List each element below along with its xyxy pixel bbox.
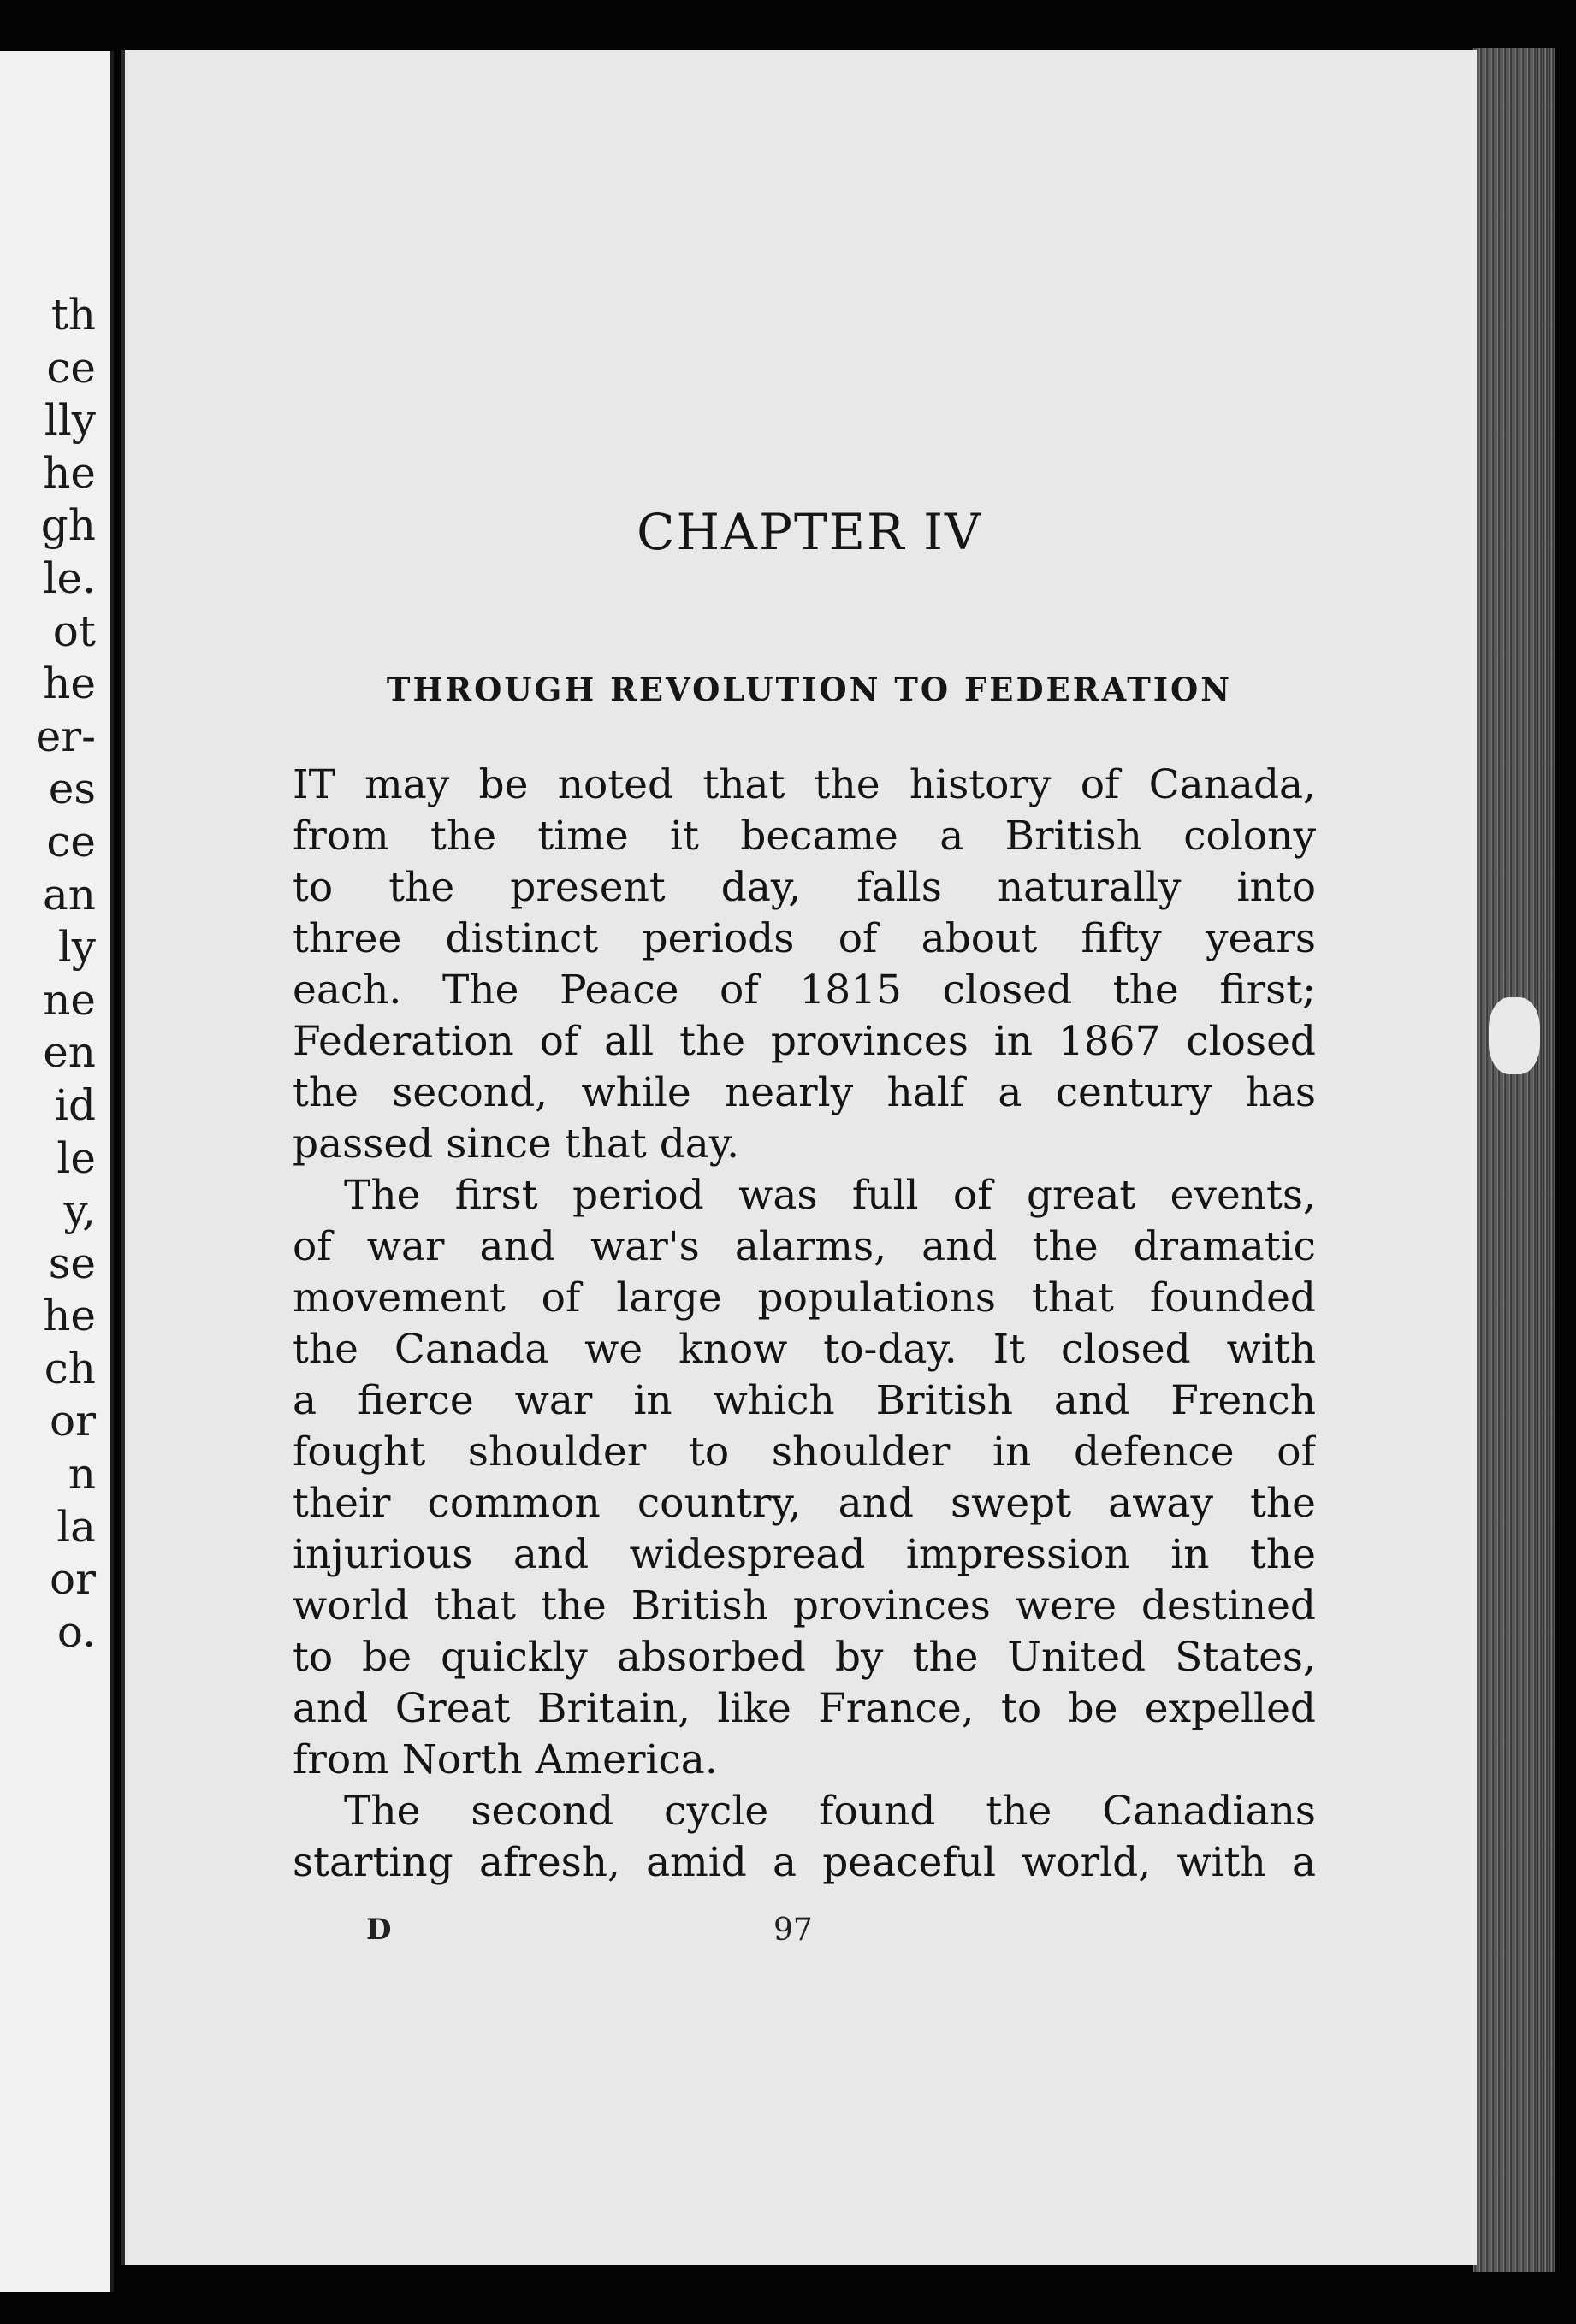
text-line: to the present day, falls naturally into <box>293 864 1316 911</box>
text-line: passed since that day. <box>293 1121 740 1168</box>
fragment-line: ly <box>57 922 96 973</box>
fragment-line: y, <box>63 1186 96 1236</box>
text-line: of war and war's alarms, and the dramatic <box>293 1223 1316 1270</box>
text-line: a fierce war in which British and French <box>293 1377 1316 1424</box>
fragment-line: ot <box>52 606 96 656</box>
fragment-line: o. <box>56 1606 96 1657</box>
text-line: the second, while nearly half a century has <box>293 1069 1316 1116</box>
fragment-line: n <box>68 1449 96 1499</box>
printer-signature-mark: D <box>366 1913 392 1947</box>
fragment-line: he <box>43 1291 96 1341</box>
text-line: world that the British provinces were destined <box>293 1582 1316 1629</box>
fragment-line: th <box>50 290 96 340</box>
paragraph-3 <box>293 1786 1316 1889</box>
text-line: movement of large populations that founded <box>293 1274 1316 1322</box>
book-page <box>121 50 1477 2265</box>
page-number: 97 <box>773 1913 813 1948</box>
paragraph-1 <box>293 760 1316 1170</box>
fragment-line: la <box>56 1501 96 1552</box>
text-line: The first period was full of great events, <box>344 1172 1316 1219</box>
text-line: three distinct periods of about fifty years <box>293 915 1316 962</box>
fragment-line: es <box>48 764 96 814</box>
fragment-line: he <box>43 659 96 709</box>
fragment-line: er- <box>35 711 96 761</box>
chapter-title: CHAPTER IV <box>637 503 982 561</box>
fragment-line: or <box>49 1396 96 1446</box>
fragment-line: le. <box>43 553 96 603</box>
previous-page-edge <box>0 51 114 2292</box>
text-line: from North America. <box>293 1736 718 1783</box>
fragment-line: ce <box>46 816 96 866</box>
text-line: The second cycle found the Canadians <box>344 1788 1316 1835</box>
text-line: the Canada we know to-day. It closed with <box>293 1326 1316 1373</box>
text-line: starting afresh, amid a peaceful world, with a <box>293 1839 1316 1886</box>
text-line: from the time it became a British colony <box>293 813 1316 860</box>
page-footer <box>125 1913 1494 1964</box>
fragment-line: id <box>55 1079 96 1130</box>
fragment-line: an <box>42 869 96 920</box>
fragment-line: le <box>56 1132 96 1183</box>
fragment-line: ne <box>43 974 96 1025</box>
text-line: their common country, and swept away the <box>293 1480 1316 1527</box>
text-line: IT may be noted that the history of Canada, <box>293 761 1316 808</box>
text-line: each. The Peace of 1815 closed the first; <box>293 967 1316 1014</box>
fragment-line: lly <box>44 395 96 446</box>
previous-page-text-fragments <box>36 289 96 1659</box>
fragment-line: se <box>48 1238 96 1288</box>
fragment-line: ch <box>44 1343 96 1393</box>
text-line: injurious and widespread impression in the <box>293 1531 1316 1578</box>
fragment-line: he <box>43 447 96 498</box>
fragment-line: en <box>43 1027 96 1078</box>
paragraph-2 <box>293 1170 1316 1786</box>
page-tear <box>1489 997 1540 1074</box>
chapter-body <box>293 760 1316 1889</box>
text-line: and Great Britain, like France, to be expelled <box>293 1685 1316 1732</box>
text-line: Federation of all the provinces in 1867 closed <box>293 1018 1316 1065</box>
text-line: fought shoulder to shoulder in defence of <box>293 1428 1316 1475</box>
fragment-line: ce <box>46 342 96 393</box>
chapter-subtitle: THROUGH REVOLUTION TO FEDERATION <box>386 671 1233 708</box>
fragment-line: or <box>49 1554 96 1605</box>
fragment-line: gh <box>40 500 96 551</box>
text-line: to be quickly absorbed by the United States, <box>293 1634 1316 1681</box>
